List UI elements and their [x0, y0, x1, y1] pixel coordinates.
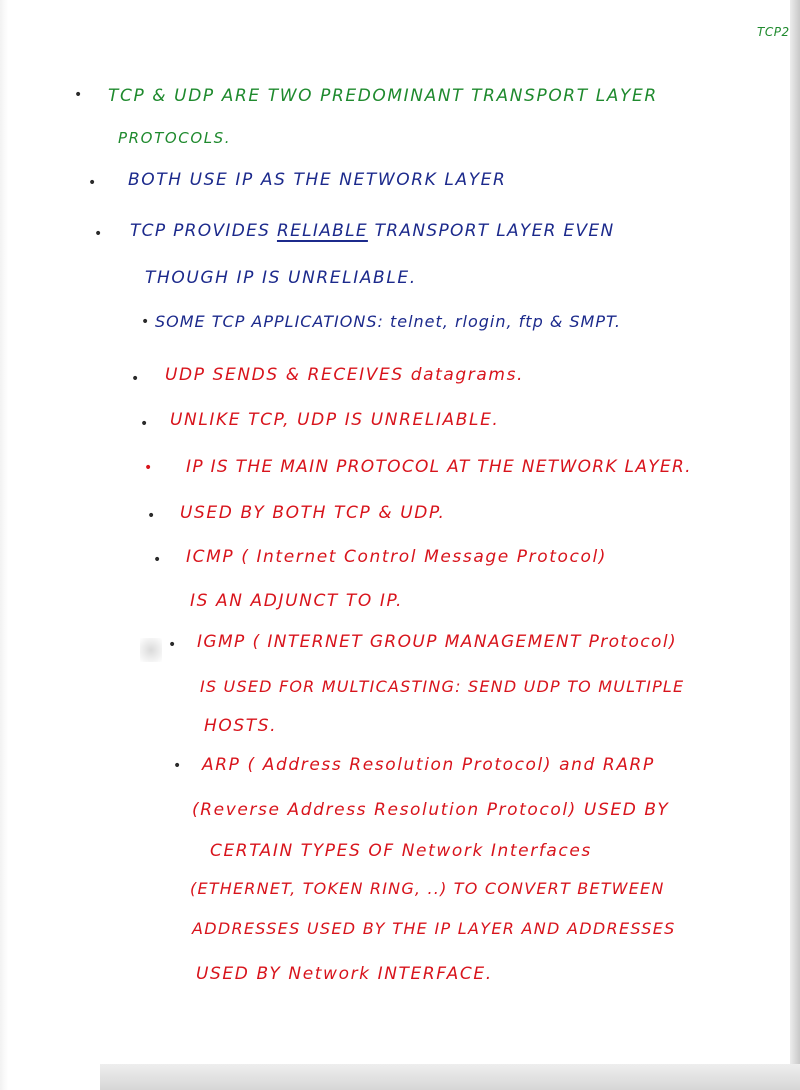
note-line-12: IS AN ADJUNCT TO IP.: [190, 591, 404, 611]
note-line-11: ICMP ( Internet Control Message Protocol): [186, 547, 607, 567]
note-line-19: (ETHERNET, TOKEN RING, ..) TO CONVERT BETWEEN: [190, 879, 665, 898]
bullet-dot: •: [94, 226, 103, 242]
note-line-18: CERTAIN TYPES OF Network Interfaces: [210, 841, 592, 861]
note-line-1: TCP & UDP ARE TWO PREDOMINANT TRANSPORT LAYER: [108, 86, 658, 106]
note-line-3: BOTH USE IP AS THE NETWORK LAYER: [128, 170, 507, 190]
bullet-dot: •: [168, 637, 177, 653]
note-line-4-underlined: RELIABLE: [276, 221, 368, 241]
ink-smudge: [140, 638, 162, 662]
note-line-5: THOUGH IP IS UNRELIABLE.: [145, 268, 417, 288]
note-line-14: IS USED FOR MULTICASTING: SEND UDP TO MULTIPLE: [200, 677, 685, 696]
note-line-2: PROTOCOLS.: [118, 129, 232, 147]
note-line-13: IGMP ( INTERNET GROUP MANAGEMENT Protocol): [197, 632, 678, 652]
note-line-21: USED BY Network INTERFACE.: [196, 964, 493, 984]
note-line-6: SOME TCP APPLICATIONS: telnet, rlogin, ftp & SMPT.: [155, 312, 621, 331]
note-line-7: UDP SENDS & RECEIVES datagrams.: [165, 365, 525, 385]
bullet-dot: •: [131, 371, 140, 387]
scan-left-shadow: [0, 0, 8, 1090]
bullet-dot: •: [141, 314, 150, 330]
bullet-dot: •: [153, 552, 162, 568]
note-line-9: IP IS THE MAIN PROTOCOL AT THE NETWORK LAYER.: [186, 457, 692, 477]
bullet-dot: •: [173, 758, 182, 774]
note-line-15: HOSTS.: [204, 716, 278, 736]
note-line-8: UNLIKE TCP, UDP IS UNRELIABLE.: [170, 410, 500, 430]
note-line-16: ARP ( Address Resolution Protocol) and RARP: [202, 755, 655, 775]
bullet-dot: •: [147, 508, 156, 524]
note-line-4: [130, 223, 614, 240]
note-line-4-end: TRANSPORT LAYER EVEN: [374, 221, 615, 241]
scan-bottom-edge: [100, 1064, 800, 1090]
note-line-10: USED BY BOTH TCP & UDP.: [180, 503, 446, 523]
bullet-dot: •: [88, 175, 97, 191]
note-line-20: ADDRESSES USED BY THE IP LAYER AND ADDRESSES: [192, 919, 676, 938]
bullet-dot: •: [144, 460, 153, 476]
note-line-4-start: TCP PROVIDES: [130, 221, 271, 241]
page-label: TCP2: [757, 25, 790, 39]
note-line-17: (Reverse Address Resolution Protocol) USED BY: [192, 800, 670, 820]
bullet-dot: •: [74, 87, 83, 103]
bullet-dot: •: [140, 416, 149, 432]
scan-right-edge: [790, 0, 800, 1090]
